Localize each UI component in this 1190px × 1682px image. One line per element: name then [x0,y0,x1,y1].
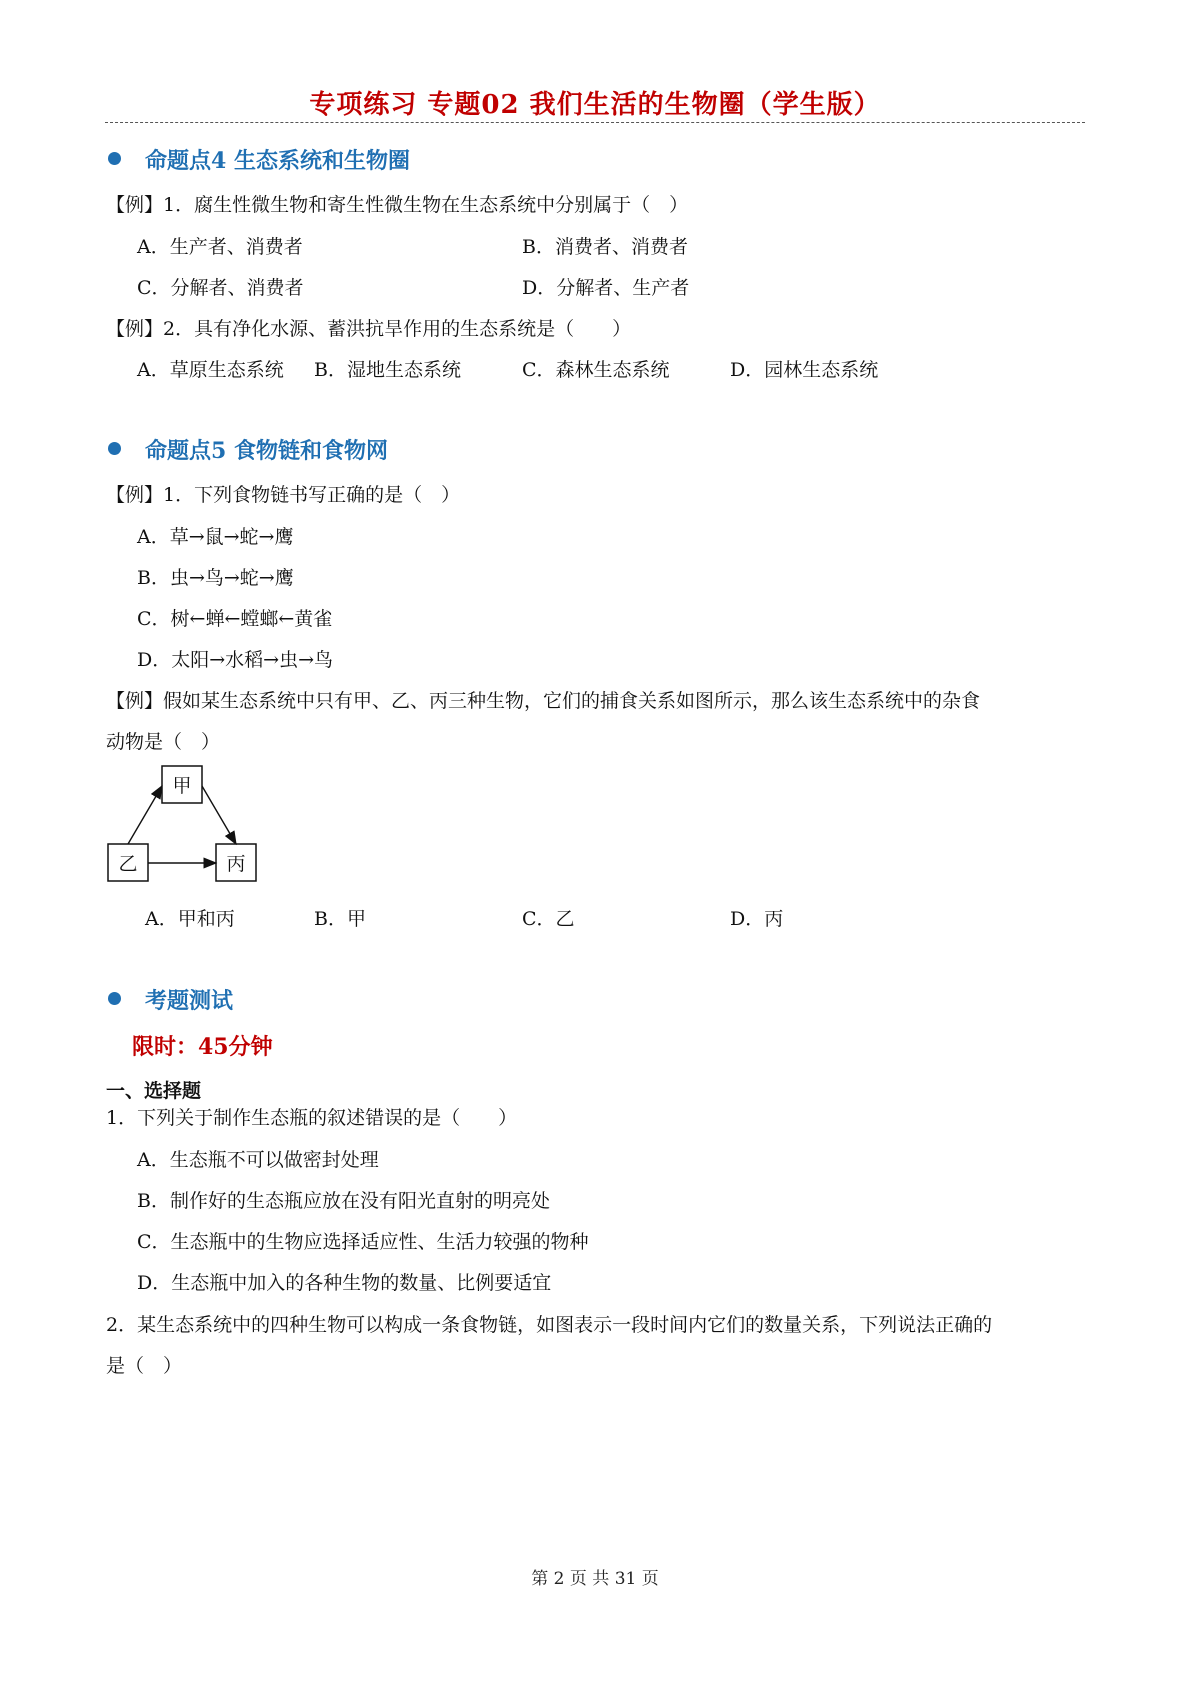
option-a: A．草→鼠→蛇→鹰 [137,526,294,548]
question-stem-line-1: 2．某生态系统中的四种生物可以构成一条食物链，如图表示一段时间内它们的数量关系，下列说法正确的 [106,1314,993,1336]
option-b: B．制作好的生态瓶应放在没有阳光直射的明亮处 [137,1190,550,1212]
node-label-right: 丙 [226,853,246,875]
option-d: D．分解者、生产者 [522,277,690,299]
option-a: A．生态瓶不可以做密封处理 [137,1149,379,1171]
option-a: A．生产者、消费者 [137,236,303,258]
option-c: C．生态瓶中的生物应选择适应性、生活力较强的物种 [137,1231,589,1253]
question-stem: 【例】1．下列食物链书写正确的是（ ） [106,484,461,506]
section-title: 命题点4 生态系统和生物圈 [145,148,410,174]
option-d: D．生态瓶中加入的各种生物的数量、比例要适宜 [137,1272,552,1294]
food-web-diagram [100,760,270,890]
section-title: 考题测试 [145,988,234,1014]
time-limit: 限时：45分钟 [132,1034,273,1060]
option-b: B．甲 [314,908,366,930]
arrow-top-to-right [202,786,236,844]
bullet-icon [108,152,121,165]
section-title: 命题点5 食物链和食物网 [145,438,388,464]
page-footer: 第 2 页 共 31 页 [531,1569,659,1589]
document-title: 专项练习 专题02 我们生活的生物圈（学生版） [309,90,881,120]
section-heading-4 [108,144,410,175]
question-stem: 1．下列关于制作生态瓶的叙述错误的是（ ） [106,1107,518,1129]
part-title: 一、选择题 [106,1080,202,1102]
question-stem-line-2: 动物是（ ） [106,731,221,753]
bullet-icon [108,442,121,455]
option-c: C．树←蝉←螳螂←黄雀 [137,608,333,630]
node-label-left: 乙 [118,853,138,875]
option-d: D．太阳→水稻→虫→鸟 [137,649,333,671]
option-a: A．草原生态系统 [137,359,284,381]
option-c: C．森林生态系统 [522,359,670,381]
question-stem-line-2: 是（ ） [106,1355,183,1377]
option-b: B．消费者、消费者 [522,236,688,258]
question-stem: 【例】2．具有净化水源、蓄洪抗旱作用的生态系统是（ ） [106,318,632,340]
option-c: C．分解者、消费者 [137,277,304,299]
option-d: D．园林生态系统 [730,359,879,381]
section-heading-5 [108,434,388,465]
section-heading-test [108,984,233,1015]
option-b: B．湿地生态系统 [314,359,461,381]
option-b: B．虫→鸟→蛇→鹰 [137,567,294,589]
question-stem-line-1: 【例】假如某生态系统中只有甲、乙、丙三种生物，它们的捕食关系如图所示，那么该生态系统中的杂食 [106,690,981,712]
bullet-icon [108,992,121,1005]
node-label-top: 甲 [172,775,192,797]
option-d: D．丙 [730,908,784,930]
option-c: C．乙 [522,908,575,930]
title-divider [105,122,1085,123]
option-a: A．甲和丙 [145,908,235,930]
question-stem: 【例】1．腐生性微生物和寄生性微生物在生态系统中分别属于（ ） [106,194,689,216]
arrow-left-to-top [128,786,162,844]
